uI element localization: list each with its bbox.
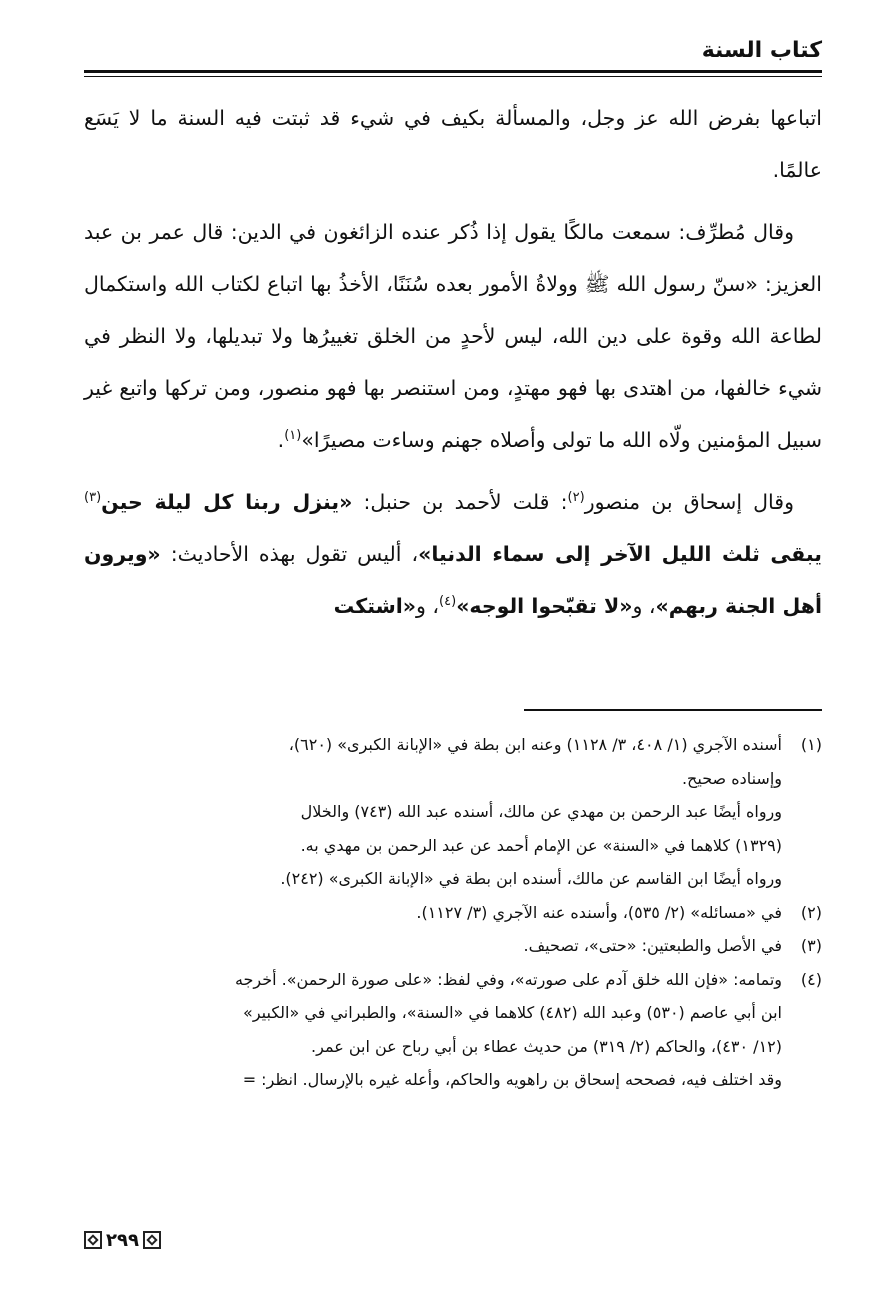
paragraph-2-end: . <box>277 428 285 452</box>
footnote-line: (١٣٢٩) كلاهما في «السنة» عن الإمام أحمد عن عبد الرحمن بن مهدي به. <box>300 835 782 855</box>
page-number <box>84 1226 161 1254</box>
paragraph-2-text: وقال مُطرِّف: سمعت مالكًا يقول إذا ذُكر عنده الزائغون في الدين: قال عمر بن عبد العزيز: «سنّ رسول الله ﷺ وولاةُ الأمور بعده سُنَنًا، الأخذُ بها اتباع لكتاب الله واستكمال لطاعة الله وقوة على دين الله، ليس لأحدٍ من الخلق تغييرُها ولا تبديلها، ولا النظر في شيء خالفها، من اهتدى بها فهو مهتدٍ، ومن استنصر بها فهو منصور، ومن تركها واتبع غير سبيل المؤمنين ولّاه الله ما تولى وأصلاه جهنم وساءت مصيرًا» <box>84 220 822 452</box>
footnote-line: (١٢/ ٤٣٠)، والحاكم (٢/ ٣١٩) من حديث عطاء بن أبي رباح عن ابن عمر. <box>311 1036 782 1056</box>
footnote-line: ورواه أيضًا عبد الرحمن بن مهدي عن مالك، أسنده عبد الله (٧٤٣) والخلال <box>300 802 782 821</box>
footnote-4 <box>70 963 822 1097</box>
hadith-quote-4: «اشتكت <box>333 594 416 618</box>
p3-text-4: ، و <box>416 594 440 618</box>
header-rule-thick <box>84 70 822 73</box>
footnote-line: ورواه أيضًا ابن القاسم عن مالك، أسنده ابن بطة في «الإبانة الكبرى» (٢٤٢). <box>280 869 782 888</box>
main-text <box>84 92 822 642</box>
footnote-text <box>70 963 782 1097</box>
paragraph-3 <box>84 476 822 632</box>
paragraph-2 <box>84 206 822 466</box>
footnote-1 <box>70 728 822 896</box>
hadith-quote-1: «ينزل ربنا كل ليلة حين <box>101 490 353 514</box>
hadith-quote-2: «ويرون أهل الجنة ربهم» <box>84 542 822 618</box>
p3-intro: وقال إسحاق بن منصور <box>584 490 795 514</box>
p3-text-3: ، و <box>632 594 656 618</box>
running-header <box>84 38 822 72</box>
footnote-line: وقد اختلف فيه، فصححه إسحاق بن راهويه والحاكم، وأعله غيره بالإرسال. انظر: = <box>242 1070 782 1089</box>
footnotes <box>70 728 822 1097</box>
hadith-quote-3: «لا تقبّحوا الوجه» <box>456 594 633 618</box>
hadith-quote-1b: يبقى ثلث الليل الآخر إلى سماء الدنيا» <box>418 542 822 566</box>
footnote-line: وتمامه: «فإن الله خلق آدم على صورته»، وفي لفظ: «على صورة الرحمن». أخرجه <box>234 969 782 989</box>
ornament-icon <box>143 1231 161 1249</box>
footnote-text <box>70 896 782 930</box>
footnote-text <box>70 728 782 896</box>
footnote-ref-3[interactable]: (٣) <box>84 490 102 506</box>
footnote-line: في الأصل والطبعتين: «حتى»، تصحيف. <box>523 936 782 955</box>
footnote-3 <box>70 929 822 963</box>
footnote-number: (١) <box>800 735 822 754</box>
footnote-ref-1[interactable]: (١) <box>284 428 302 444</box>
footnote-separator <box>524 709 822 711</box>
header-rule-thin <box>84 76 822 77</box>
footnote-line: في «مسائله» (٢/ ٥٣٥)، وأسنده عنه الآجري (٣/ ١١٢٧). <box>416 902 782 922</box>
paragraph-1: اتباعها بفرض الله عز وجل، والمسألة بكيف في شيء قد ثبتت فيه السنة ما لا يَسَع عالمًا. <box>84 106 822 182</box>
footnote-number: (٢) <box>800 902 822 922</box>
p3-text-2: ، أليس تقول بهذه الأحاديث: <box>160 542 419 566</box>
footnote-line: أسنده الآجري (١/ ٤٠٨، ٣/ ١١٢٨) وعنه ابن بطة في «الإبانة الكبرى» (٦٢٠)، <box>288 735 782 754</box>
page-number-text: ٢٩٩ <box>106 1229 139 1251</box>
footnote-ref-2[interactable]: (٢) <box>567 490 585 506</box>
footnote-2 <box>70 896 822 930</box>
footnote-text <box>70 929 782 963</box>
footnote-ref-4[interactable]: (٤) <box>439 594 457 610</box>
footnote-number: (٣) <box>800 936 822 955</box>
footnote-line: وإسناده صحيح. <box>681 768 782 788</box>
p3-text: : قلت لأحمد بن حنبل: <box>352 490 568 514</box>
footnote-line: ابن أبي عاصم (٥٣٠) وعبد الله (٤٨٢) كلاهما في «السنة»، والطبراني في «الكبير» <box>243 1003 782 1022</box>
footnote-number: (٤) <box>800 969 822 989</box>
running-title: كتاب السنة <box>701 38 822 63</box>
ornament-icon <box>84 1231 102 1249</box>
